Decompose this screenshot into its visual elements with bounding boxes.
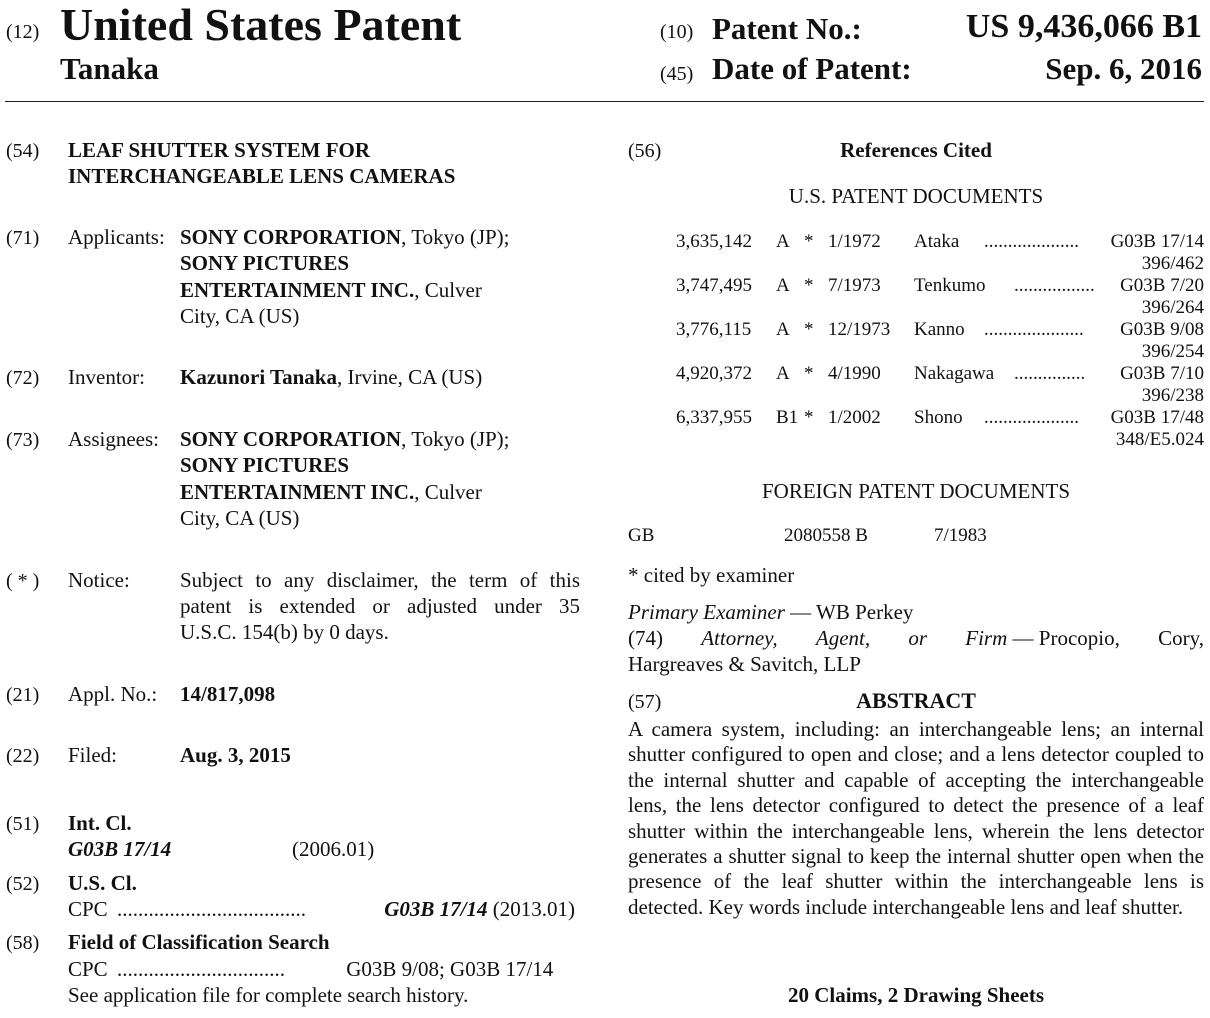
- primary-examiner: [628, 599, 913, 625]
- assignees-code: (73): [6, 429, 40, 451]
- date-code: (45): [660, 63, 694, 85]
- notice-line3: U.S.C. 154(b) by 0 days.: [180, 620, 389, 644]
- foreign-doc-country: GB: [628, 525, 655, 546]
- us-doc-row: [676, 275, 1204, 297]
- kind-code-label: (12): [6, 21, 40, 43]
- applicant-2: [180, 277, 482, 303]
- cited-by-examiner-note: * cited by examiner: [628, 563, 795, 587]
- us-doc-us-class: 348/E5.024: [1115, 429, 1204, 450]
- us-doc-int-class: G03B 17/48: [1110, 407, 1204, 428]
- assignee-2: [180, 479, 482, 505]
- applicants-code: (71): [6, 227, 40, 249]
- field-search-leader-dots: ................................: [116, 957, 285, 981]
- header-rule: [5, 101, 1204, 102]
- us-docs-title: U.S. PATENT DOCUMENTS: [788, 184, 1044, 208]
- notice-code: ( * ): [6, 570, 40, 592]
- us-doc-date: 1/2002: [828, 407, 881, 428]
- us-doc-patentee: Shono: [914, 407, 963, 428]
- assignee-1-location: , Tokyo (JP);: [401, 427, 510, 451]
- us-docs-table: [676, 231, 1204, 451]
- us-doc-row: [676, 407, 1204, 429]
- attorney-label-2: Agent,: [815, 626, 871, 650]
- us-doc-row-secondary: [676, 385, 1204, 407]
- int-cl-year: (2006.01): [292, 837, 375, 861]
- us-cl-classification: G03B 17/14: [384, 897, 488, 921]
- notice-line1: Subject to any disclaimer, the term of this: [180, 568, 580, 592]
- appl-label: Appl. No.:: [68, 682, 158, 706]
- us-doc-int-class: G03B 17/14: [1110, 231, 1204, 252]
- date-label: Date of Patent:: [712, 51, 912, 86]
- us-doc-date: 12/1973: [828, 319, 891, 340]
- us-doc-patentee: Kanno: [914, 319, 965, 340]
- notice-text: [180, 567, 580, 645]
- filed-code: (22): [6, 745, 40, 767]
- us-cl-code: (52): [6, 873, 40, 895]
- us-doc-row-secondary: [676, 341, 1204, 363]
- attorney-label-3: or: [908, 626, 928, 650]
- claims-summary: 20 Claims, 2 Drawing Sheets: [787, 983, 1045, 1007]
- field-search-cpc: CPC: [68, 957, 108, 981]
- applicant-2-name-line2: ENTERTAINMENT INC.: [180, 278, 415, 302]
- assignee-1-name: SONY CORPORATION: [180, 427, 402, 451]
- patent-title: United States Patent: [60, 0, 462, 50]
- appl-number: 14/817,098: [180, 682, 276, 706]
- us-cl-cpc: CPC: [68, 897, 108, 921]
- invention-title-line1: LEAF SHUTTER SYSTEM FOR: [68, 138, 371, 162]
- us-doc-cited-star: *: [804, 407, 814, 428]
- foreign-docs-title: FOREIGN PATENT DOCUMENTS: [761, 479, 1071, 503]
- patent-number: US 9,436,066 B1: [965, 8, 1202, 45]
- int-cl-label: Int. Cl.: [68, 811, 132, 835]
- attorney-line2: Hargreaves & Savitch, LLP: [628, 652, 861, 676]
- us-doc-row: [676, 363, 1204, 385]
- appl-code: (21): [6, 684, 40, 706]
- us-doc-kind: A: [776, 319, 790, 340]
- us-doc-kind: A: [776, 275, 790, 296]
- us-doc-row: [676, 319, 1204, 341]
- abstract-text: A camera system, including: an interchangeable lens; an internal shutter configured to open and close; and a lens detector coupled to the internal shutter and capable of accepting the interchangeable lens, the lens detector configured to detect the presence of a leaf shutter within the interchangeable lens, wherein the lens detector generates a shutter signal to keep the internal shutter open when the presence of the leaf shutter within the interchangeable lens is detected. Key words include interchangeable lens and leaf shutter.: [628, 717, 1204, 919]
- applicant-1-location: , Tokyo (JP);: [401, 225, 510, 249]
- applicant-2-location-line1: , Culver: [414, 278, 482, 302]
- us-doc-us-class: 396/254: [1141, 341, 1204, 362]
- us-doc-patentee: Tenkumo: [914, 275, 986, 296]
- attorney-name-2: Cory,: [1158, 626, 1204, 650]
- int-cl-code: (51): [6, 813, 40, 835]
- applicant-1: [180, 224, 510, 250]
- us-doc-number: 3,635,142: [676, 231, 752, 252]
- us-cl-year: (2013.01): [492, 897, 575, 921]
- us-doc-leader-dots: ....................: [984, 231, 1079, 252]
- invention-title-line2: INTERCHANGEABLE LENS CAMERAS: [68, 164, 456, 188]
- us-doc-us-class: 396/462: [1141, 253, 1204, 274]
- us-doc-kind: A: [776, 231, 790, 252]
- foreign-doc-date: 7/1983: [934, 525, 987, 546]
- us-doc-leader-dots: ...............: [1014, 363, 1086, 384]
- patent-no-code: (10): [660, 21, 694, 43]
- attorney-label-4: Firm: [965, 626, 1008, 650]
- assignee-2-location-line1: , Culver: [414, 480, 482, 504]
- patent-no-label: Patent No.:: [712, 11, 862, 46]
- foreign-doc-number: 2080558 B: [784, 525, 868, 546]
- inventor-location: , Irvine, CA (US): [336, 365, 483, 389]
- examiner-name: WB Perkey: [816, 600, 914, 624]
- inventor-name: Kazunori Tanaka: [180, 365, 337, 389]
- inventor: [180, 364, 482, 390]
- assignee-2-name-line1: SONY PICTURES: [180, 453, 350, 477]
- inventor-surname: Tanaka: [60, 51, 159, 86]
- us-doc-int-class: G03B 7/10: [1120, 363, 1204, 384]
- us-doc-number: 3,747,495: [676, 275, 752, 296]
- notice-label: Notice:: [68, 568, 130, 592]
- inventor-code: (72): [6, 367, 40, 389]
- us-doc-date: 1/1972: [828, 231, 881, 252]
- us-doc-us-class: 396/264: [1141, 297, 1204, 318]
- applicant-2-location-line2: City, CA (US): [180, 304, 300, 328]
- field-search-code: (58): [6, 932, 40, 954]
- field-search-codes: G03B 9/08; G03B 17/14: [346, 957, 554, 981]
- assignee-1: [180, 426, 510, 452]
- applicants-label: Applicants:: [68, 225, 165, 249]
- assignee-2-name-line2: ENTERTAINMENT INC.: [180, 480, 415, 504]
- title-code: (54): [6, 140, 40, 162]
- assignees-label: Assignees:: [68, 427, 159, 451]
- int-cl-classification: G03B 17/14: [68, 837, 172, 861]
- us-doc-number: 6,337,955: [676, 407, 752, 428]
- field-search-label: Field of Classification Search: [68, 930, 330, 954]
- us-doc-leader-dots: .....................: [984, 319, 1084, 340]
- us-doc-date: 4/1990: [828, 363, 881, 384]
- filed-date: Aug. 3, 2015: [180, 743, 291, 767]
- us-doc-patentee: Ataka: [914, 231, 960, 252]
- us-doc-leader-dots: .................: [1014, 275, 1095, 296]
- us-doc-number: 3,776,115: [676, 319, 752, 340]
- us-doc-cited-star: *: [804, 363, 814, 384]
- attorney-line1: [628, 625, 1204, 651]
- us-doc-row-secondary: [676, 297, 1204, 319]
- us-doc-int-class: G03B 9/08: [1120, 319, 1204, 340]
- us-doc-kind: B1: [776, 407, 799, 428]
- us-doc-cited-star: *: [804, 319, 814, 340]
- notice-line2: patent is extended or adjusted under 35: [180, 594, 580, 618]
- us-doc-int-class: G03B 7/20: [1120, 275, 1204, 296]
- abstract-code: (57): [628, 691, 662, 713]
- us-cl-label: U.S. Cl.: [68, 871, 137, 895]
- attorney-separator: —: [1007, 626, 1039, 650]
- us-cl-line: [68, 896, 580, 922]
- examiner-label: Primary Examiner: [628, 600, 785, 624]
- references-code: (56): [628, 140, 662, 162]
- us-doc-row: [676, 231, 1204, 253]
- us-doc-row-secondary: [676, 429, 1204, 451]
- us-doc-kind: A: [776, 363, 790, 384]
- attorney-name-1: Procopio,: [1038, 626, 1120, 650]
- inventor-label: Inventor:: [68, 365, 145, 389]
- us-doc-number: 4,920,372: [676, 363, 752, 384]
- abstract-title: ABSTRACT: [856, 688, 976, 713]
- us-doc-cited-star: *: [804, 275, 814, 296]
- us-doc-row-secondary: [676, 253, 1204, 275]
- applicant-2-name-line1: SONY PICTURES: [180, 251, 350, 275]
- references-title: References Cited: [840, 138, 992, 162]
- us-doc-leader-dots: ....................: [984, 407, 1079, 428]
- attorney-code: (74): [628, 626, 663, 650]
- us-doc-us-class: 396/238: [1141, 385, 1204, 406]
- us-doc-patentee: Nakagawa: [914, 363, 995, 384]
- foreign-doc-row: [628, 525, 1204, 547]
- attorney-label-1: Attorney,: [701, 626, 778, 650]
- us-doc-cited-star: *: [804, 231, 814, 252]
- applicant-1-name: SONY CORPORATION: [180, 225, 402, 249]
- us-doc-date: 7/1973: [828, 275, 881, 296]
- field-search-note: See application file for complete search history.: [68, 983, 469, 1007]
- us-cl-leader-dots: ....................................: [116, 897, 306, 921]
- field-search-line: [68, 956, 580, 982]
- patent-date: Sep. 6, 2016: [1045, 51, 1202, 86]
- examiner-separator: —: [784, 600, 817, 624]
- assignee-2-location-line2: City, CA (US): [180, 506, 300, 530]
- filed-label: Filed:: [68, 743, 118, 767]
